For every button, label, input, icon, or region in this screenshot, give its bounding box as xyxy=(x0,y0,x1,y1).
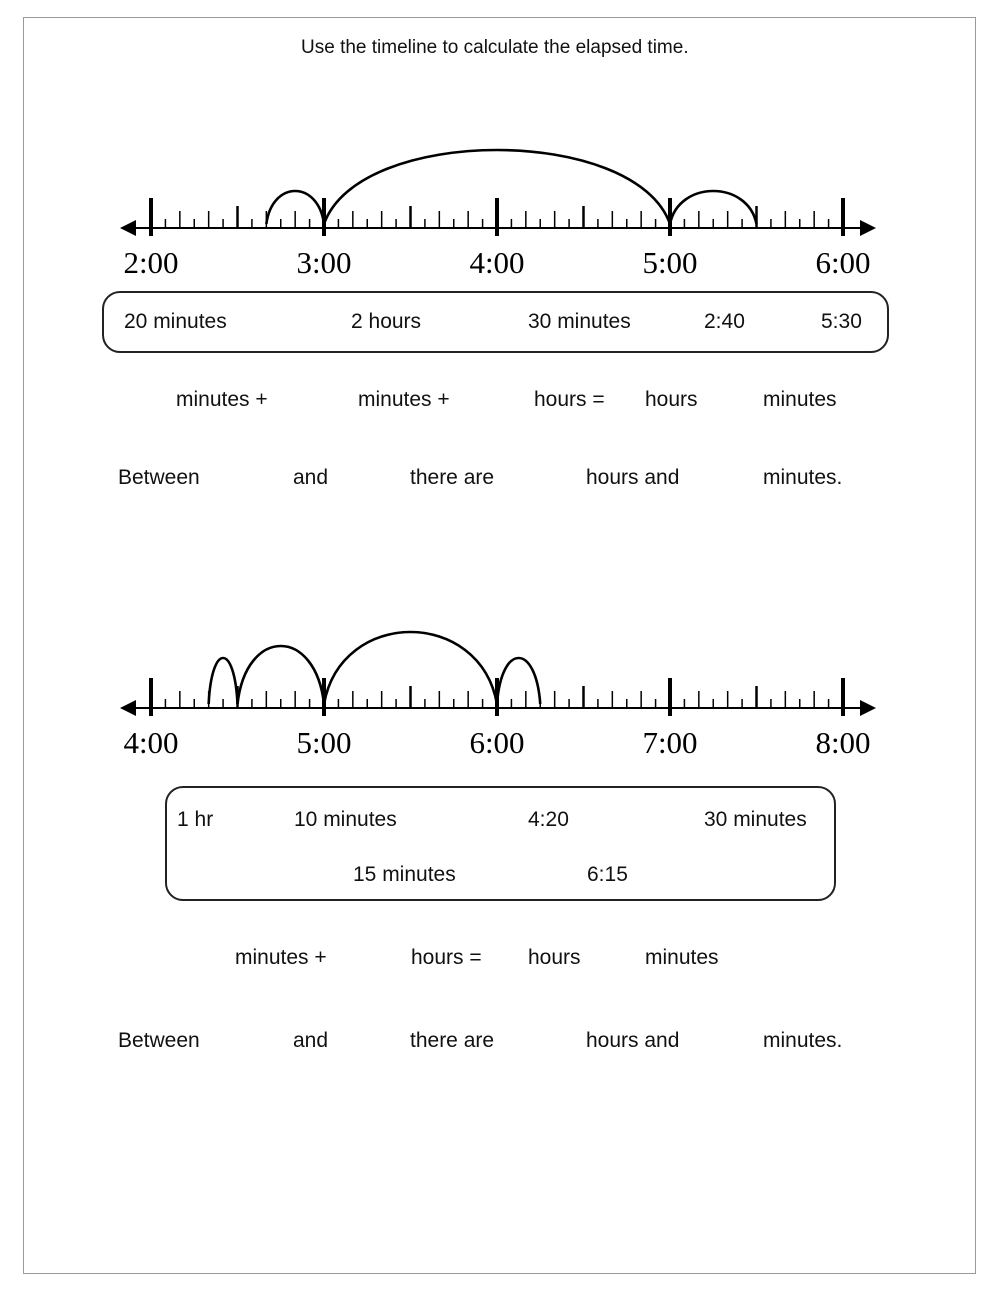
equation-2-text: minutes xyxy=(645,946,719,969)
equation-1-text: minutes xyxy=(763,388,837,411)
sentence-1-text: and xyxy=(293,466,329,489)
equation-1-text: hours = xyxy=(534,388,605,411)
jump-arc xyxy=(209,658,238,704)
left-arrow-icon xyxy=(120,220,136,236)
equation-1-text: minutes + xyxy=(176,388,268,411)
jump-arc xyxy=(497,658,540,704)
timeline-1-label-3:00: 3:00 xyxy=(296,245,352,280)
timeline-2-label-7:00: 7:00 xyxy=(642,725,698,760)
word-bank-2-item[interactable]: 6:15 xyxy=(587,863,628,886)
equation-2-text: minutes + xyxy=(235,946,327,969)
right-arrow-icon xyxy=(860,220,876,236)
word-bank-1-item[interactable]: 20 minutes xyxy=(124,310,227,333)
sentence-2-text: and xyxy=(293,1029,329,1052)
timeline-1-label-2:00: 2:00 xyxy=(123,245,179,280)
timeline-2-label-6:00: 6:00 xyxy=(469,725,525,760)
word-bank-1-item[interactable]: 30 minutes xyxy=(528,310,631,333)
equation-1-text: minutes + xyxy=(358,388,450,411)
word-bank-2-item[interactable]: 15 minutes xyxy=(353,863,456,886)
word-bank-2-item[interactable]: 1 hr xyxy=(177,808,214,831)
word-bank-2-item[interactable]: 10 minutes xyxy=(294,808,397,831)
sentence-2-text: hours and xyxy=(586,1029,680,1052)
equation-2-text: hours = xyxy=(411,946,482,969)
timeline-2-label-4:00: 4:00 xyxy=(123,725,179,760)
timeline-1-label-6:00: 6:00 xyxy=(815,245,871,280)
right-arrow-icon xyxy=(860,700,876,716)
timeline-2 xyxy=(0,620,1000,730)
word-bank-2-item[interactable]: 4:20 xyxy=(528,808,569,831)
word-bank-2 xyxy=(165,786,836,901)
timeline-1-label-5:00: 5:00 xyxy=(642,245,698,280)
sentence-2-text: minutes. xyxy=(763,1029,843,1052)
equation-2-text: hours xyxy=(528,946,581,969)
sentence-2-text: there are xyxy=(410,1029,495,1052)
timeline-2-label-8:00: 8:00 xyxy=(815,725,871,760)
left-arrow-icon xyxy=(120,700,136,716)
sentence-1-text: there are xyxy=(410,466,495,489)
sentence-2-text: Between xyxy=(118,1029,200,1052)
sentence-1-text: hours and xyxy=(586,466,680,489)
instruction-text: Use the timeline to calculate the elapsed time. xyxy=(301,37,689,58)
word-bank-1-item[interactable]: 2 hours xyxy=(351,310,422,333)
sentence-1-text: minutes. xyxy=(763,466,843,489)
equation-1-text: hours xyxy=(645,388,698,411)
jump-arc xyxy=(238,646,325,704)
word-bank-1-item[interactable]: 2:40 xyxy=(704,310,745,333)
word-bank-2-item[interactable]: 30 minutes xyxy=(704,808,807,831)
timeline-1-label-4:00: 4:00 xyxy=(469,245,525,280)
timeline-2-label-5:00: 5:00 xyxy=(296,725,352,760)
sentence-1-text: Between xyxy=(118,466,200,489)
word-bank-1-item[interactable]: 5:30 xyxy=(821,310,862,333)
